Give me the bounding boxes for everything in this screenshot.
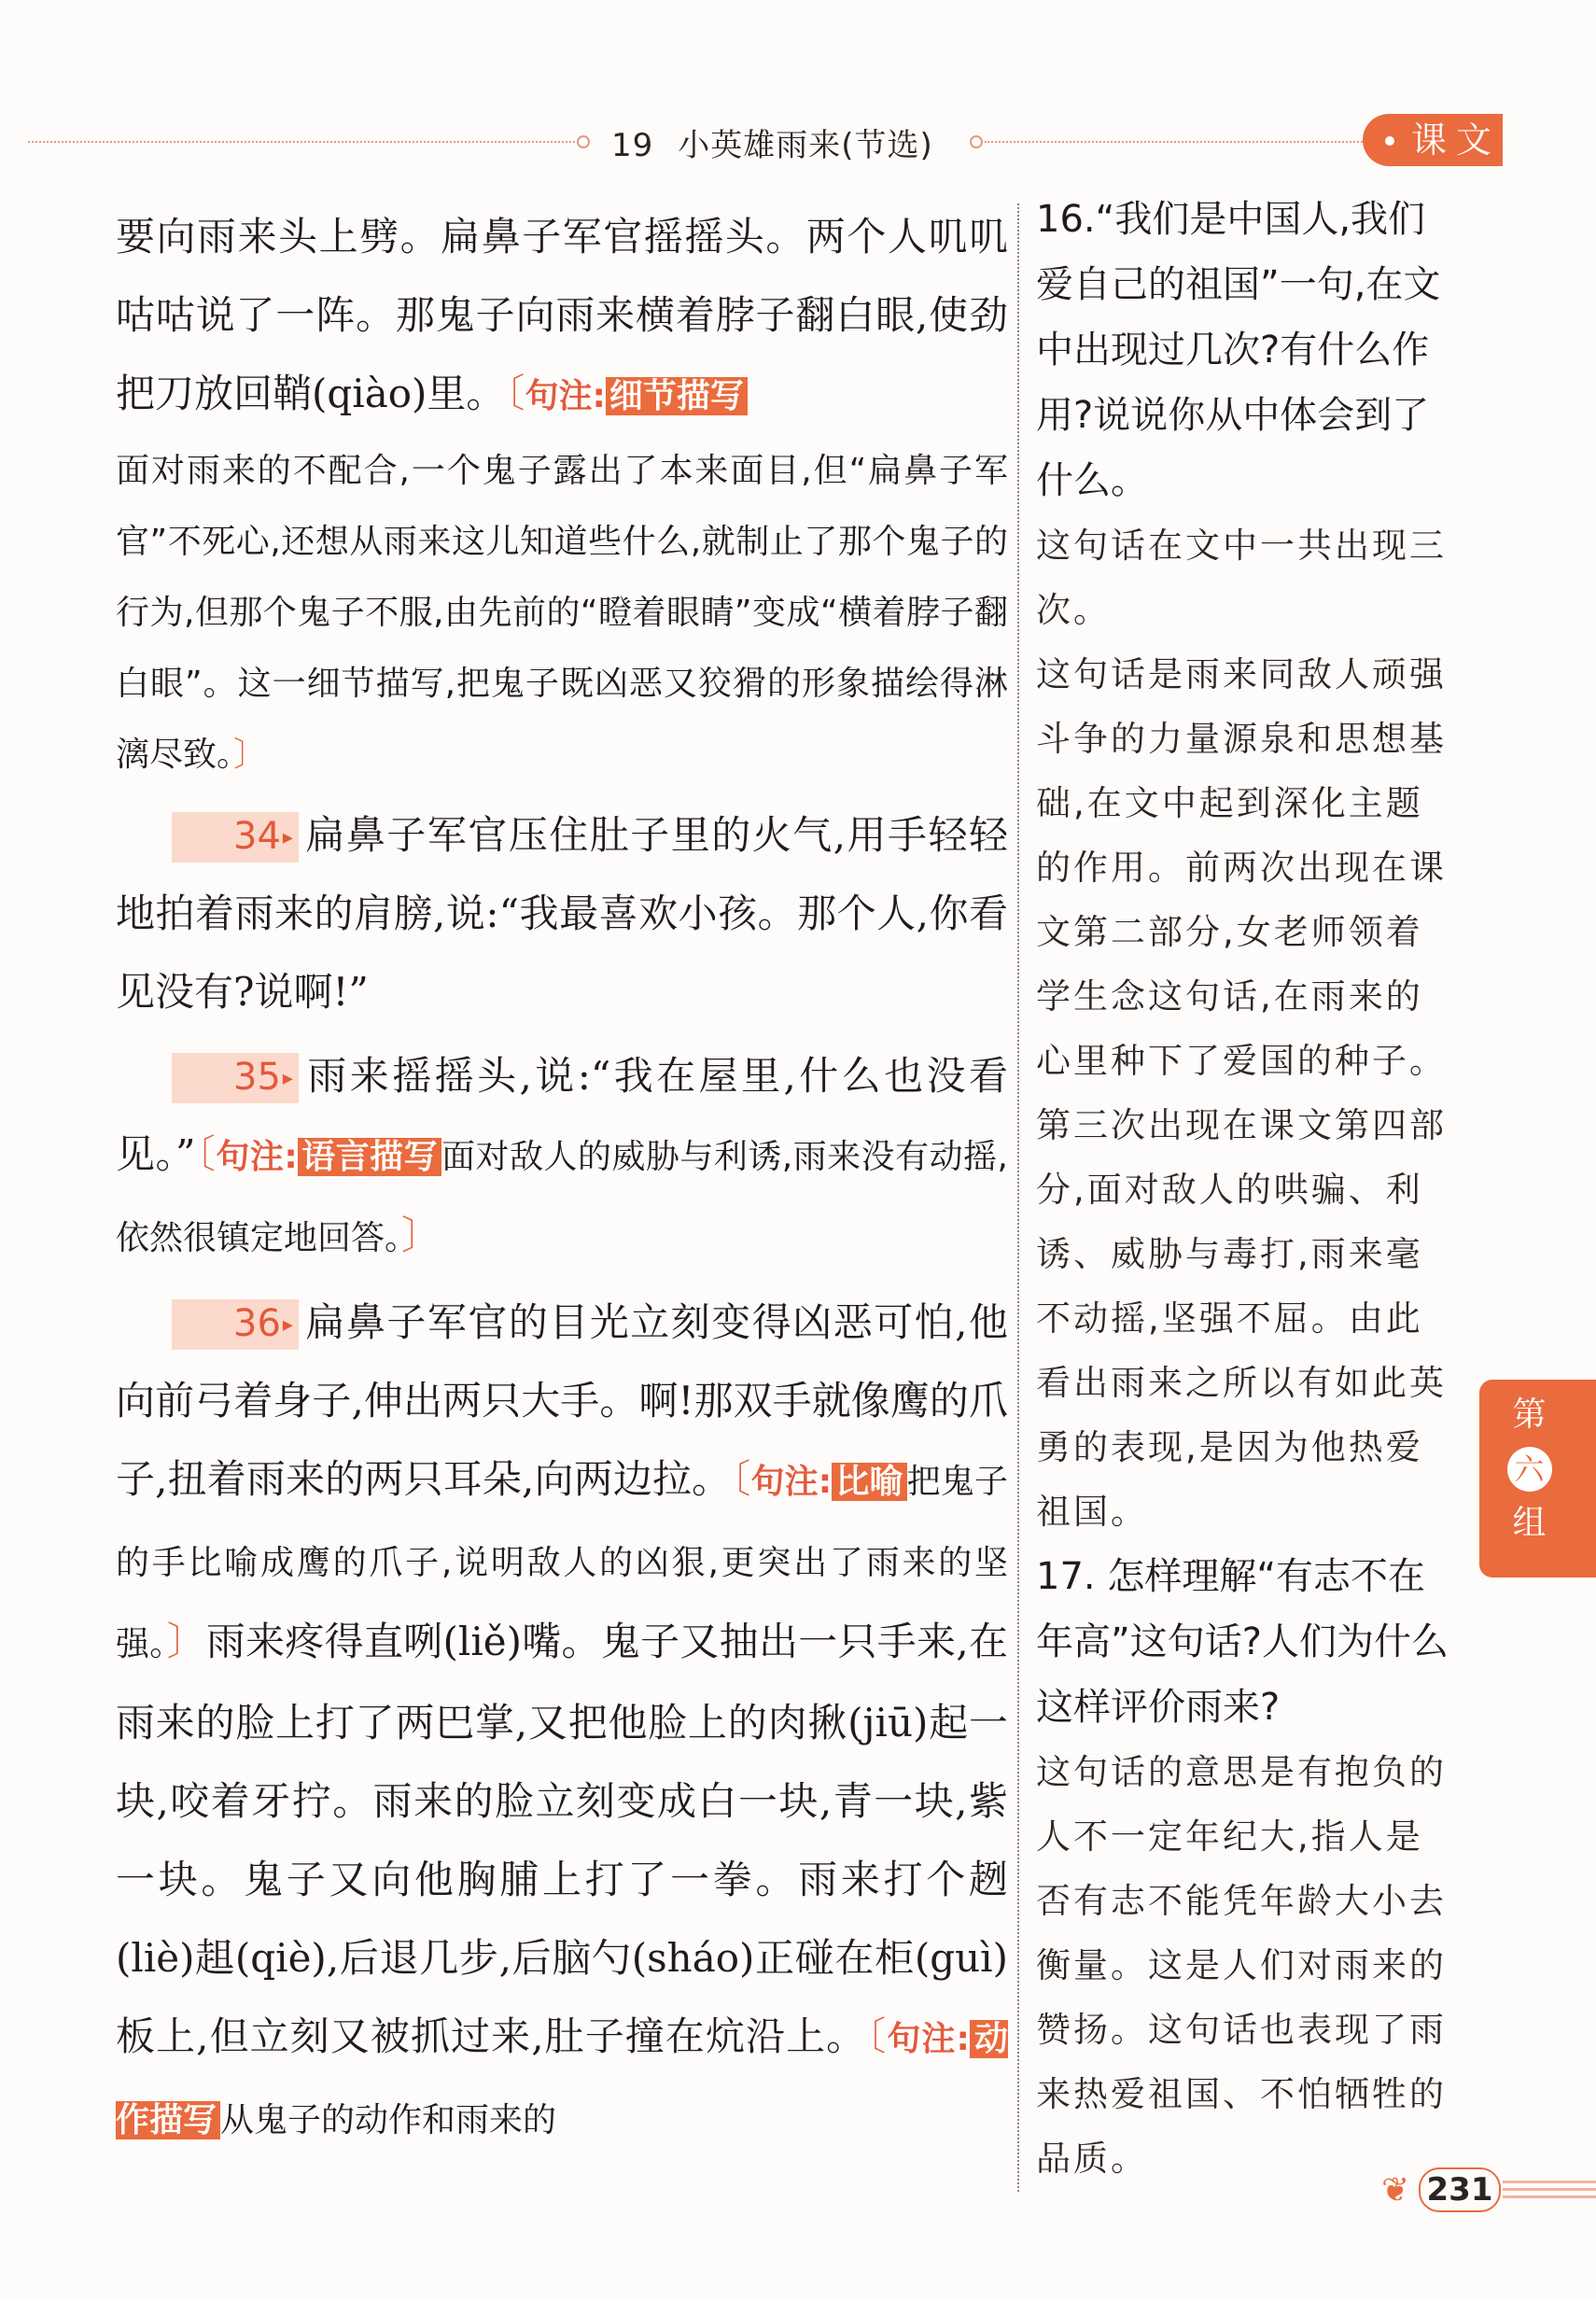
paragraph-number: 36 ▸ xyxy=(172,1299,299,1350)
header-rule-left xyxy=(28,141,579,143)
note-type-badge: 语言描写 xyxy=(298,1138,441,1176)
paragraph-36 xyxy=(116,1283,1008,2160)
note-detail xyxy=(116,436,1008,791)
paragraph-intro xyxy=(116,198,1008,436)
question-17: 17. 怎样理解“有志不在年高”这句话?人们为什么这样评价雨来? xyxy=(1036,1555,1449,1729)
question-16: 16.“我们是中国人,我们爱自己的祖国”一句,在文中出现过几次?有什么作用?说说你从中体会到了什么。 xyxy=(1036,198,1441,502)
bracket-close: 〕 xyxy=(233,736,268,774)
footer-decoration xyxy=(1503,2181,1596,2199)
note-type-badge: 比喻 xyxy=(832,1463,906,1501)
note-label: 句注: xyxy=(525,377,606,415)
paragraph-intro-text: 要向雨来头上劈。扁鼻子军官摇摇头。两个人叽叽咕咕说了一阵。那鬼子向雨来横着脖子翻白眼,使劲把刀放回鞘(qiào)里。 xyxy=(116,214,1008,416)
paragraph-number: 35 ▸ xyxy=(172,1053,299,1103)
paragraph-35-text: 雨来摇摇头,说:“我在屋里,什么也没看见。” xyxy=(116,1053,1008,1177)
paragraph-36-continued: 雨来疼得直咧(liě)嘴。鬼子又抽出一只手来,在雨来的脸上打了两巴掌,又把他脸上的肉揪(jiū)起一块,咬着牙拧。雨来的脸立刻变成白一块,青一块,紫一块。鬼子又向他胸脯上打了一拳。雨来打个趔(liè)趄(qiè),后退几步,后脑勺(sháo)正碰在柜(guì)板上,但立刻又被抓过来,肚子撞在炕沿上。 xyxy=(116,1619,1008,2059)
header-rule-right xyxy=(985,141,1363,143)
note-text: 把鬼子的手比喻成鹰的爪子,说明敌人的凶狠,更突出了雨来的坚强。 xyxy=(116,1463,1008,1663)
bracket-close: 〕 xyxy=(401,1213,441,1258)
note-text: 面对雨来的不配合,一个鬼子露出了本来面目,但“扁鼻子军官”不死心,还想从雨来这儿知道些什么,就制止了那个鬼子的行为,但那个鬼子不服,由先前的“瞪着眼睛”变成“横着脖子翻白眼”。这一细节描写,把鬼子既凶恶又狡猾的形象描绘得淋漓尽致。 xyxy=(116,452,1008,774)
paragraph-35 xyxy=(116,1037,1008,1278)
page-footer xyxy=(1381,2164,1596,2220)
main-text-column xyxy=(116,198,1008,2160)
bracket-open: 〔 xyxy=(195,1131,217,1177)
leaf-icon: ❦ xyxy=(1381,2171,1410,2209)
paragraph-number: 34 ▸ xyxy=(172,812,299,862)
paragraph-34-text: 扁鼻子军官压住肚子里的火气,用手轻轻地拍着雨来的肩膀,说:“我最喜欢小孩。那个人,你看见没有?说啊!” xyxy=(116,812,1008,1015)
answer-16-part1: 这句话在文中一共出现三次。 xyxy=(1036,526,1447,630)
bracket-close: 〕 xyxy=(166,1619,206,1664)
chapter-heading xyxy=(611,119,933,165)
bracket-open: 〔 xyxy=(505,371,525,416)
questions-column xyxy=(1036,187,1451,2191)
section-tag: 课文 xyxy=(1363,114,1503,166)
page-number: 231 xyxy=(1419,2167,1501,2212)
answer-16-part2: 这句话是雨来同敌人顽强斗争的力量源泉和思想基础,在文中起到深化主题的作用。前两次出现在课文第二部分,女老师领着学生念这句话,在雨来的心里种下了爱国的种子。第三次出现在课文第四部分,面对敌人的哄骗、利诱、威胁与毒打,雨来毫不动摇,坚强不屈。由此看出雨来之所以有如此英勇的表现,是因为他热爱祖国。 xyxy=(1036,654,1447,1532)
paragraph-36-text: 扁鼻子军官的目光立刻变得凶恶可怕,他向前弓着身子,伸出两只大手。啊!那双手就像鹰的爪子,扭着雨来的两只耳朵,向两边拉。 xyxy=(116,1299,1008,1502)
paragraph-34 xyxy=(116,796,1008,1031)
side-tab-bottom: 组 xyxy=(1512,1504,1547,1542)
note-type-badge: 细节描写 xyxy=(606,377,748,415)
column-divider xyxy=(1017,203,1019,2192)
note-text: 从鬼子的动作和雨来的 xyxy=(220,2101,557,2139)
note-label: 句注: xyxy=(216,1138,298,1176)
note-text: 面对敌人的威胁与利诱,雨来没有动摇,依然很镇定地回答。 xyxy=(116,1138,1008,1257)
unit-side-tab xyxy=(1479,1380,1596,1578)
page-header xyxy=(0,103,1596,177)
side-tab-number: 六 xyxy=(1507,1447,1552,1492)
bracket-open: 〔 xyxy=(731,1456,751,1502)
bracket-open: 〔 xyxy=(866,2013,888,2059)
answer-17: 这句话的意思是有抱负的人不一定年纪大,指人是否有志不能凭年龄大小去衡量。这是人们对雨来的赞扬。这句话也表现了雨来热爱祖国、不怕牺牲的品质。 xyxy=(1036,1752,1447,2179)
side-tab-top: 第 xyxy=(1512,1395,1547,1434)
note-label: 句注: xyxy=(750,1463,833,1501)
note-type-badge: 动作描写 xyxy=(116,2020,1008,2139)
chapter-title: 小英雄雨来(节选) xyxy=(678,127,933,164)
chapter-number: 19 xyxy=(611,127,654,164)
note-label: 句注: xyxy=(887,2020,970,2058)
